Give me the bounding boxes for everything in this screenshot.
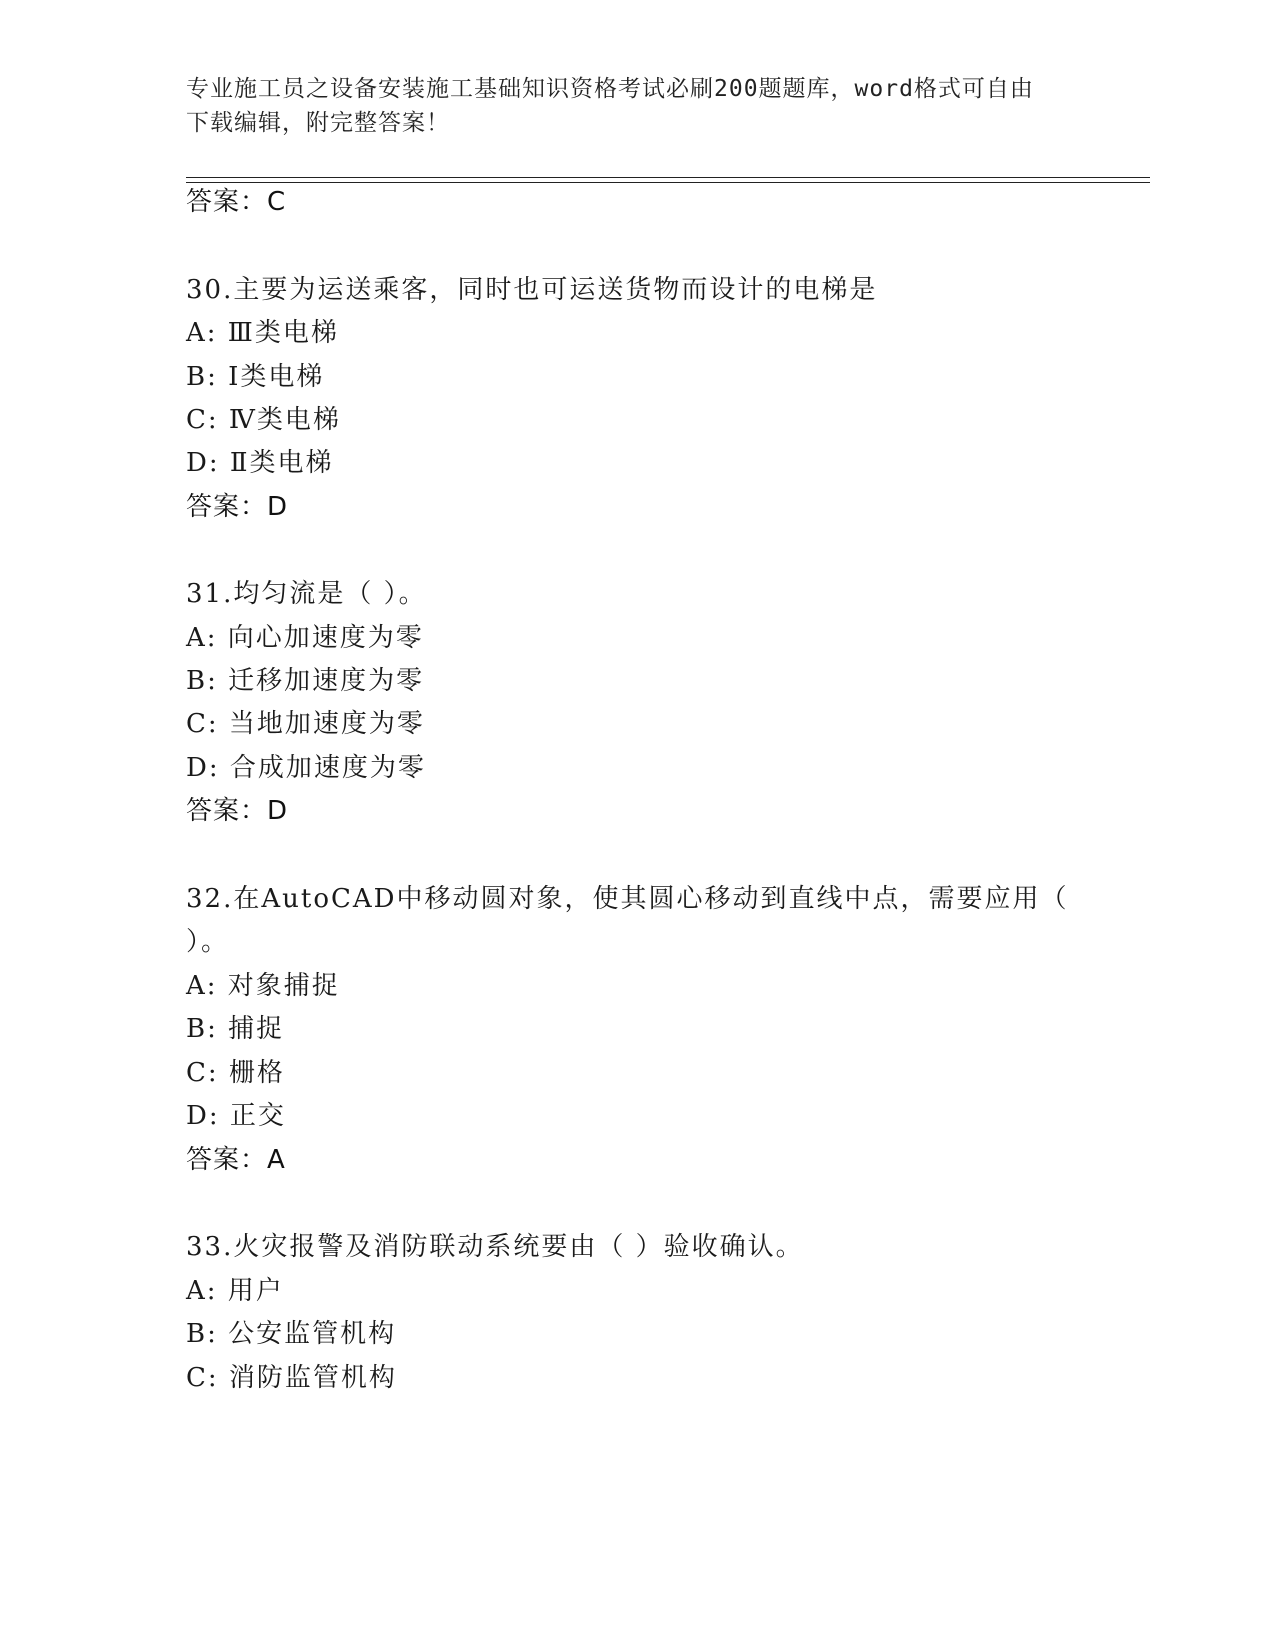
question-30-option-d: D: Ⅱ类电梯: [186, 448, 334, 478]
question-31-stem: 31.均匀流是（ ）。: [186, 579, 427, 609]
question-32-option-b: B: 捕捉: [186, 1014, 285, 1044]
header-line-1: 专业施工员之设备安装施工基础知识资格考试必刷200题题库，word格式可自由: [186, 76, 1034, 102]
question-30-option-a: A: Ⅲ类电梯: [186, 318, 339, 348]
question-30-option-c: C: Ⅳ类电梯: [186, 405, 341, 435]
question-32-option-a: A: 对象捕捉: [186, 971, 340, 1001]
header-rule-bottom: [186, 182, 1150, 183]
question-32-stem-line-1: 32.在AutoCAD中移动圆对象，使其圆心移动到直线中点，需要应用（: [186, 884, 1069, 914]
question-31-option-b: B: 迁移加速度为零: [186, 666, 425, 696]
question-32-option-d: D: 正交: [186, 1101, 286, 1131]
answer-32: 答案：A: [186, 1145, 286, 1175]
header-rule-top: [186, 177, 1150, 178]
question-30-stem: 30.主要为运送乘客，同时也可运送货物而设计的电梯是: [186, 275, 878, 305]
question-33-stem: 33.火灾报警及消防联动系统要由（ ）验收确认。: [186, 1232, 804, 1262]
question-32-stem-line-2: ）。: [186, 927, 230, 957]
question-33-option-a: A: 用户: [186, 1276, 284, 1306]
question-30-option-b: B: Ⅰ类电梯: [186, 362, 325, 392]
question-31-option-d: D: 合成加速度为零: [186, 753, 426, 783]
answer-29: 答案：C: [186, 187, 287, 217]
question-33-option-c: C: 消防监管机构: [186, 1363, 397, 1393]
answer-30: 答案：D: [186, 492, 289, 522]
document-header: [186, 72, 1066, 140]
answer-31: 答案：D: [186, 796, 289, 826]
question-31-option-a: A: 向心加速度为零: [186, 623, 424, 653]
question-33-option-b: B: 公安监管机构: [186, 1319, 397, 1349]
header-line-2: 下载编辑，附完整答案！: [186, 110, 450, 136]
question-32-option-c: C: 栅格: [186, 1058, 285, 1088]
question-31-option-c: C: 当地加速度为零: [186, 709, 425, 739]
